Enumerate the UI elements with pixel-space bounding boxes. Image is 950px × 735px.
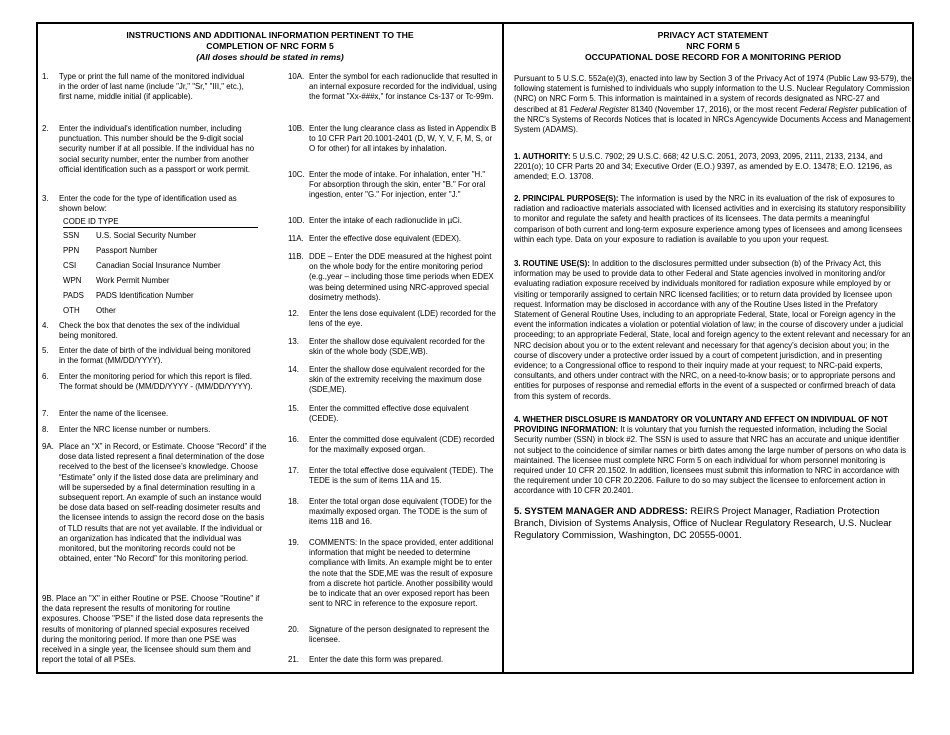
instruction-item: 1. Type or print the full name of the monitored individual in the order of last name (include "Jr," "Sr," "III," etc.), first name, middle initial (if applicable). xyxy=(42,72,245,102)
instruction-item: 10C. Enter the mode of intake. For inhalation, enter "H." For absorption through the skin, enter "B." For oral ingestion, enter "G." For injection, enter "J." xyxy=(288,170,486,200)
code-row: CSI Canadian Social Insurance Number xyxy=(63,260,221,270)
instruction-item: 9B. Place an "X" in either Routine or PSE. Choose "Routine" if the data represent the results of monitoring for routine exposures. Choose "PSE" if the listed dose data represents the results of monitoring of planned special exposures received during the monitoring period. If more than one PSE was received in a single year, the licensee should sum them and report the total of all PSEs. xyxy=(42,594,263,665)
privacy-form-name: NRC FORM 5 xyxy=(686,41,740,51)
instruction-item: 21. Enter the date this form was prepared. xyxy=(288,655,444,664)
authority-section: 1. AUTHORITY: 5 U.S.C. 7902; 29 U.S.C. 668; 42 U.S.C. 2051, 2073, 2093, 2095, 2111, 2133, 2134, and 2201(o); 10 CFR Parts 20 and 34; Executive Order (E.O.) 9397, as amended by E.O. 13478; E.O. 12196, as amended; E.O. 13708. xyxy=(514,152,893,182)
instruction-item: 10D. Enter the intake of each radionuclide in µCi. xyxy=(288,216,462,225)
instruction-item: 6. Enter the monitoring period for which this report is filed. The format should be (MM/DD/YYYY - (MM/DD/YYYY). xyxy=(42,372,253,392)
code-row: WPN Work Permit Number xyxy=(63,275,170,285)
instruction-item: 9A. Place an “X” in Record, or Estimate. Choose “Record” if the dose data listed represent a final determination of the dose received to the best of the licensee’s knowledge. Choose “Estimate” only if the listed dose data are preliminary and will be superseded by a final determination resulting in a subsequent report. An example of such an instance would be dose data based on self-reading dosimeter results and the licensee intends to assign the record dose on the basis of TLD results that are not yet available. If the individual or an organization has indicated that the individual was monitored, but the monitoring records could not be obtained, enter “No Record” for this monitoring period. xyxy=(42,442,267,564)
instruction-item: 19. COMMENTS: In the space provided, enter additional information that might be needed to determine compliance with limits. An example might be to enter the note that the SDE,ME was the result of exposure from a discrete hot particle. Another possibility would be to indicate that an over exposed report has been sent to NRC in reference to the exposure report. xyxy=(288,538,494,609)
routine-uses-section: 3. ROUTINE USE(S): In addition to the disclosures permitted under subsection (b) of the Privacy Act, this information may be used to provide data to other Federal and State agencies involved in monitoring and/or evaluating radiation exposure received by individuals monitored for radiation exposure while employed by or visiting or temporarily assigned to certain NRC licensed facilities; or to return data provided by licensee upon request. Information may be disclosed in accordance with any of the Routine Uses listed in the Prefatory Statement of General Routine Uses, including to an appropriate Federal, State, local or Foreign agency in the event the information indicates a violation or potential violation of law; in the course of discovery under a judicial proceeding; to an appropriate Federal, State, local and foreign agency to the extent relevant and necessary for an NRC decision about you or to the extent relevant and necessary for that agency's decision about you; in the course of discovery under a protective order issued by a court of competent jurisdiction, and in presenting evidence; to a Congressional office to respond to their inquiry made at your request; to NRC-paid experts, consultants, and others under contract with the NRC, on a need-to-know basis; or to appropriate persons and entities for purposes of response and remedial efforts in the event of a suspected or confirmed breach of data from this system of records. xyxy=(514,259,911,401)
disclosure-section: 4. WHETHER DISCLOSURE IS MANDATORY OR VOLUNTARY AND EFFECT ON INDIVIDUAL OF NOT PROVIDING INFORMATION: It is voluntary that you furnish the requested information, including the Social Security number (SSN) in block #2. The SSN is used to assure that NRC has an accurate and unique identifier not subject to the coincidence of similar names or birth dates among the large number of persons on who data is maintained. The licensee must complete NRC Form 5 on each individual for whom personnel monitoring is required under 10 CFR 20.1502. In addition, licensees must submit this information to NRC in accordance with the requirement under 10 CFR 20.2206. Failure to do so may subject the licensee to enforcement action in accordance with 10 CFR 20.2401. xyxy=(514,415,907,496)
instruction-item: 14. Enter the shallow dose equivalent recorded for the skin of the extremity receiving the maximum dose (SDE,ME). xyxy=(288,365,485,395)
privacy-form-title: OCCUPATIONAL DOSE RECORD FOR A MONITORING PERIOD xyxy=(584,52,842,62)
instruction-item: 11A. Enter the effective dose equivalent (EDEX). xyxy=(288,234,462,243)
instructions-title-line1: INSTRUCTIONS AND ADDITIONAL INFORMATION PERTINENT TO THE xyxy=(126,30,414,40)
instruction-item: 13. Enter the shallow dose equivalent recorded for the skin of the whole body (SDE,WB). xyxy=(288,337,485,357)
instruction-item: 7. Enter the name of the licensee. xyxy=(42,409,169,418)
instruction-item: 17. Enter the total effective dose equivalent (TEDE). The TEDE is the sum of items 11A and 15. xyxy=(288,466,494,486)
instruction-item: 4. Check the box that denotes the sex of the individual being monitored. xyxy=(42,321,240,341)
instruction-item: 8. Enter the NRC license number or numbers. xyxy=(42,425,211,434)
code-row: OTH Other xyxy=(63,305,116,315)
instruction-item: 10A. Enter the symbol for each radionuclide that resulted in an internal exposure recorded for the individual, using the format "Xx-###x," for instance Cs-137 or Tc-99m. xyxy=(288,72,498,102)
instructions-subtitle: (All doses should be stated in rems) xyxy=(196,52,344,62)
privacy-intro: Pursuant to 5 U.S.C. 552a(e)(3), enacted into law by Section 3 of the Privacy Act of 1974 (Public Law 93-579), the following statement is furnished to individuals who supply information to the U.S. Nuclear Regulatory Commission (NRC) on NRC Form 5. This information is maintained in a system of records designated as NRC-27 and described at 81 Federal Register 81340 (November 17, 2016), or the most recent Federal Register publication of the NRC's Systems of Records Notices that is located in NRCs Agencywide Documents Access and Management System (ADAMS). xyxy=(514,74,912,135)
instruction-item: 11B. DDE – Enter the DDE measured at the highest point on the whole body for the entire monitoring period (e.g.,year – including those time periods when EDEX was being determined using NRC-approved special dosimetry methods). xyxy=(288,252,494,302)
form-frame xyxy=(36,22,914,674)
instructions-title-line2: COMPLETION OF NRC FORM 5 xyxy=(206,41,334,51)
instruction-item: 5. Enter the date of birth of the individual being monitored in the format (MM/DD/YYYY). xyxy=(42,346,251,366)
instruction-item: 12. Enter the lens dose equivalent (LDE) recorded for the lens of the eye. xyxy=(288,309,496,329)
privacy-header xyxy=(514,30,912,63)
instructions-header xyxy=(38,30,502,63)
system-manager-section: 5. SYSTEM MANAGER AND ADDRESS: REIRS Project Manager, Radiation Protection Branch, Division of Systems Analysis, Office of Nuclear Regulatory Research, U.S. Nuclear Regulatory Commission, Washington, DC 20555-0001. xyxy=(514,505,892,540)
privacy-title: PRIVACY ACT STATEMENT xyxy=(657,30,769,40)
instruction-item: 18. Enter the total organ dose equivalent (TODE) for the maximally exposed organ. The TODE is the sum of items 11B and 16. xyxy=(288,497,492,527)
instruction-item: 10B. Enter the lung clearance class as listed in Appendix B to 10 CFR Part 20.1001-2401 (D, W, Y, V, F, M, S, or O for other) for all intakes by inhalation. xyxy=(288,124,497,154)
instruction-item: 16. Enter the committed dose equivalent (CDE) recorded for the maximally exposed organ. xyxy=(288,435,495,455)
column-divider xyxy=(502,24,504,672)
instruction-item: 3. Enter the code for the type of identification used as shown below: xyxy=(42,194,237,214)
instruction-item: 15. Enter the committed effective dose equivalent (CEDE). xyxy=(288,404,469,424)
code-table-header: CODE ID TYPE xyxy=(63,217,258,228)
code-row: PPN Passport Number xyxy=(63,245,158,255)
principal-purpose-section: 2. PRINCIPAL PURPOSE(S): The information is used by the NRC in its evaluation of the risk of exposures to radiation and radioactive materials associated with licensed activities and in exercising its statutory responsibility to monitor and regulate the safety and health practices of its licensees. The data permits a meaningful comparison of both current and long-term exposure experience among types of licensees and among licensees within each type. Data on your exposure to radiation is available to you upon your request. xyxy=(514,194,906,244)
privacy-act-statement xyxy=(514,30,912,540)
code-row: SSN U.S. Social Security Number xyxy=(63,230,196,240)
instruction-item: 20. Signature of the person designated to represent the licensee. xyxy=(288,625,490,645)
code-row: PADS PADS Identification Number xyxy=(63,290,194,300)
instruction-item: 2. Enter the individual's identification number, including punctuation. This number should be the 9-digit social security number if at all possible. If the individual has no social security number, enter the number from another official identification such as a passport or work permit. xyxy=(42,124,255,174)
